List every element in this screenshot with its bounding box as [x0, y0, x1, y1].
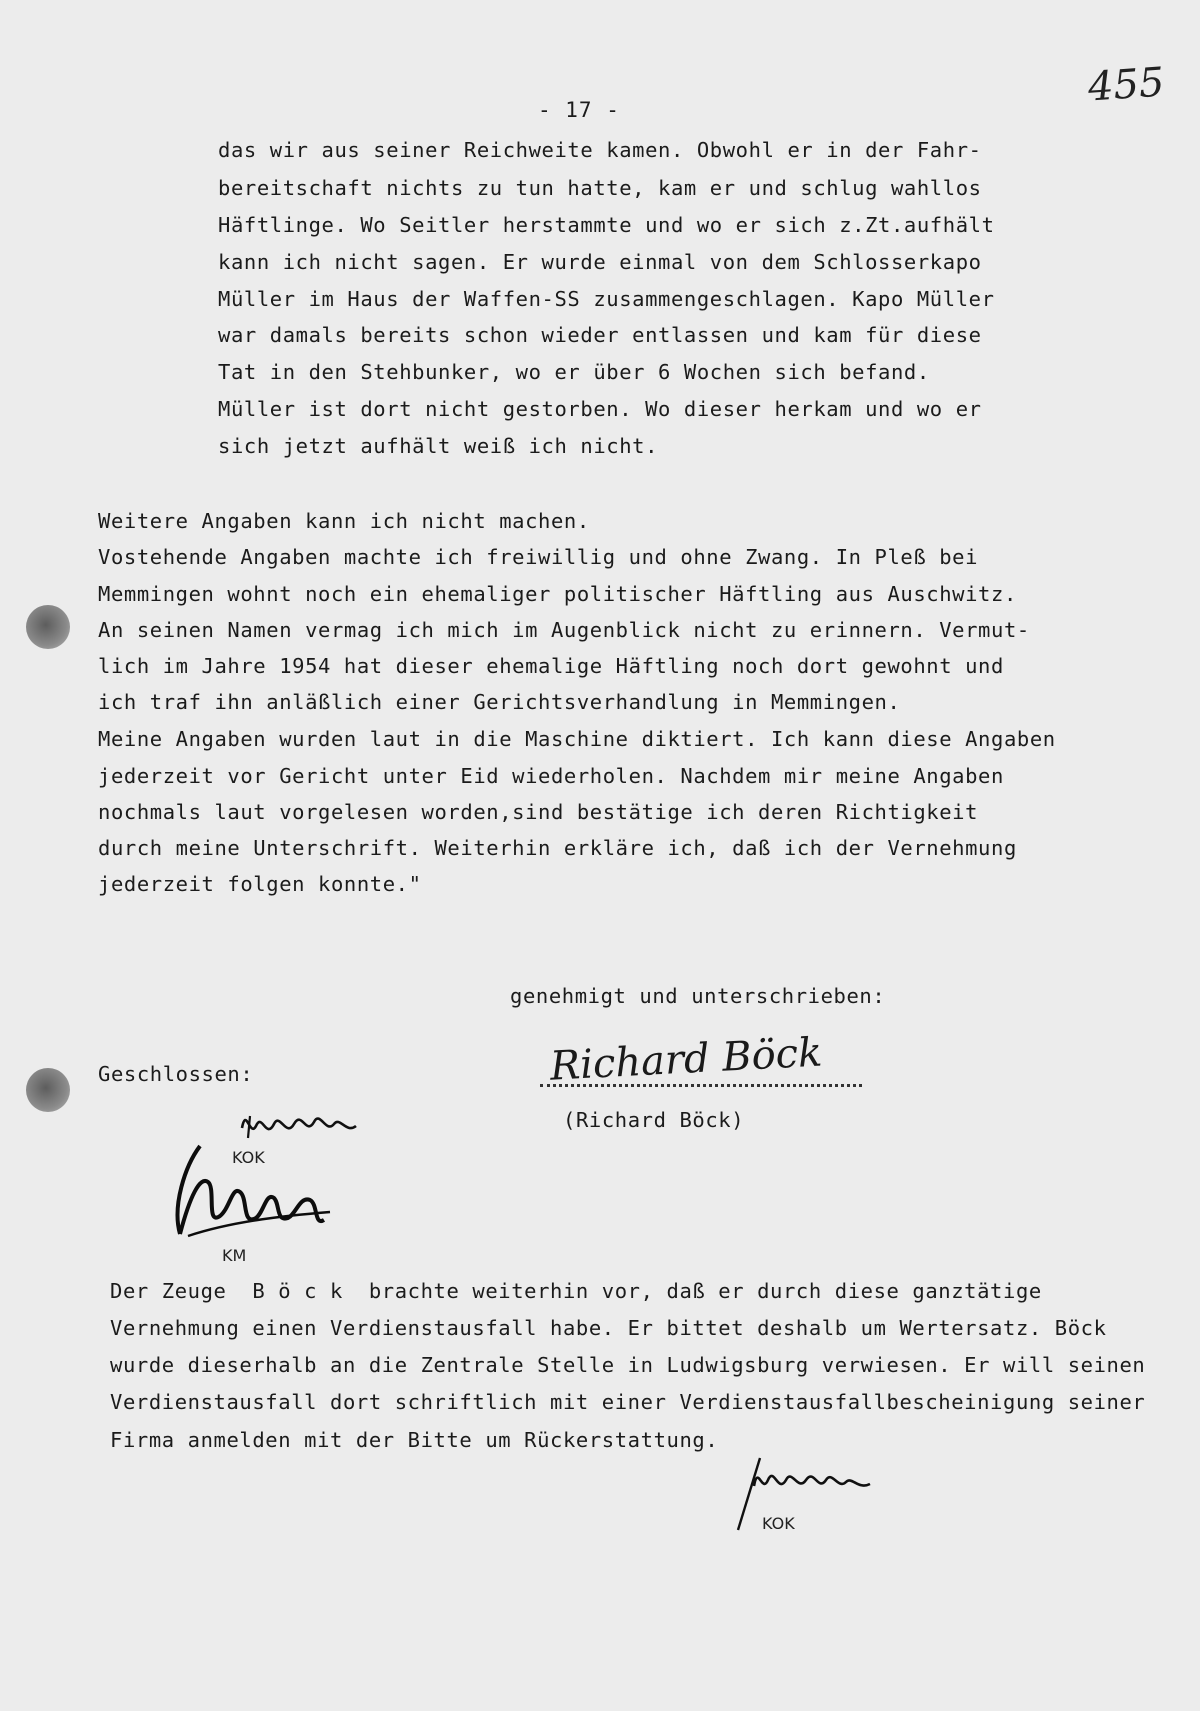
text-line: jederzeit folgen konnte." [98, 872, 422, 896]
text-line: durch meine Unterschrift. Weiterhin erkläre ich, daß ich der Vernehmung [98, 836, 1017, 860]
text-line: bereitschaft nichts zu tun hatte, kam er und schlug wahllos [218, 176, 982, 200]
text-line: Verdienstausfall dort schriftlich mit einer Verdienstausfallbescheinigung seiner [110, 1390, 1146, 1414]
text-line: An seinen Namen vermag ich mich im Augenblick nicht zu erinnern. Vermut- [98, 618, 1030, 642]
text-line: sich jetzt aufhält weiß ich nicht. [218, 434, 659, 458]
text-line: Meine Angaben wurden laut in die Maschine diktiert. Ich kann diese Angaben [98, 727, 1056, 751]
rank-kok: KOK [232, 1148, 265, 1167]
signature-dotted-line [540, 1066, 862, 1087]
text-line: jederzeit vor Gericht unter Eid wiederholen. Nachdem mir meine Angaben [98, 764, 1004, 788]
text-line: nochmals laut vorgelesen worden,sind bestätige ich deren Richtigkeit [98, 800, 979, 824]
approved-label: genehmigt und unterschrieben: [510, 984, 886, 1008]
text-line: Müller im Haus der Waffen-SS zusammengeschlagen. Kapo Müller [218, 287, 995, 311]
final-kok-initials-signature [730, 1450, 900, 1540]
text-line: Müller ist dort nicht gestorben. Wo dieser herkam und wo er [218, 397, 982, 421]
text-line: Der Zeuge B ö c k brachte weiterhin vor, daß er durch diese ganztätige [110, 1279, 1042, 1303]
text-line: Vostehende Angaben machte ich freiwillig und ohne Zwang. In Pleß bei [98, 545, 979, 569]
text-line: Vernehmung einen Verdienstausfall habe. Er bittet deshalb um Wertersatz. Böck [110, 1316, 1107, 1340]
page-number: - 17 - [538, 98, 620, 122]
text-line: Tat in den Stehbunker, wo er über 6 Wochen sich befand. [218, 360, 930, 384]
punch-hole-upper [26, 605, 70, 649]
closed-label: Geschlossen: [98, 1062, 254, 1086]
text-line: Weitere Angaben kann ich nicht machen. [98, 509, 590, 533]
signatory-name: (Richard Böck) [563, 1108, 745, 1132]
text-line: ich traf ihn anläßlich einer Gerichtsverhandlung in Memmingen. [98, 690, 901, 714]
text-line: wurde dieserhalb an die Zentrale Stelle in Ludwigsburg verwiesen. Er will seinen [110, 1353, 1146, 1377]
folio-number: 455 [1086, 59, 1166, 111]
text-line: Häftlinge. Wo Seitler herstammte und wo er sich z.Zt.aufhält [218, 213, 995, 237]
text-line: Firma anmelden mit der Bitte um Rückerstattung. [110, 1428, 719, 1452]
signature-text: Richard Böck [548, 1029, 824, 1090]
km-signature [160, 1136, 340, 1256]
text-line: kann ich nicht sagen. Er wurde einmal von dem Schlosserkapo [218, 250, 982, 274]
punch-hole-lower [26, 1068, 70, 1112]
rank-kok-final: KOK [762, 1514, 795, 1533]
text-line: Memmingen wohnt noch ein ehemaliger politischer Häftling aus Auschwitz. [98, 582, 1017, 606]
text-line: das wir aus seiner Reichweite kamen. Obwohl er in der Fahr- [218, 138, 982, 162]
text-line: war damals bereits schon wieder entlassen und kam für diese [218, 323, 982, 347]
rank-km: KM [222, 1246, 247, 1265]
text-line: lich im Jahre 1954 hat dieser ehemalige Häftling noch dort gewohnt und [98, 654, 1004, 678]
